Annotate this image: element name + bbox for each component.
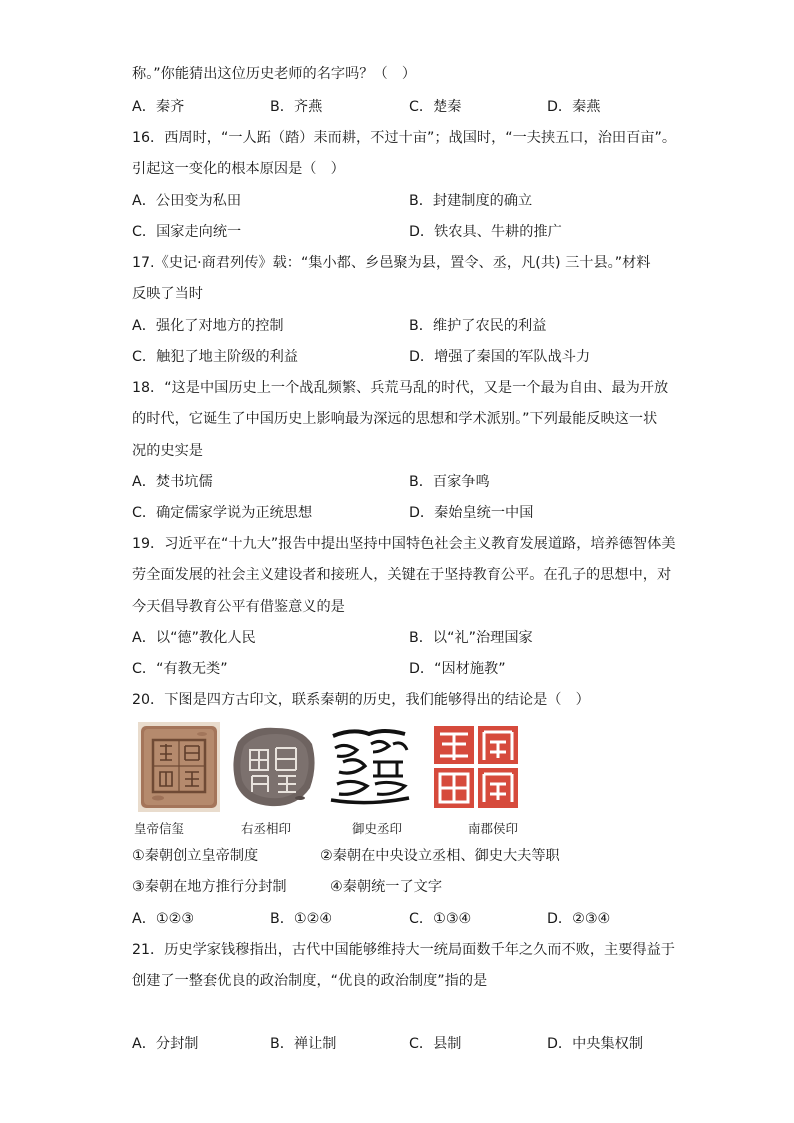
seal-caption-2: 右丞相印: [241, 821, 292, 836]
q17-option-d[interactable]: D．增强了秦国的军队战斗力: [409, 349, 591, 365]
q20-option-c[interactable]: C．①③④: [409, 911, 472, 927]
q18-stem-line1: 18．“这是中国历史上一个战乱频繁、兵荒马乱的时代，又是一个最为自由、最为开放: [132, 380, 669, 396]
seal-caption-4: 南郡侯印: [468, 821, 519, 836]
q18-stem-line2: 的时代，它诞生了中国历史上影响最为深远的思想和学术派别。”下列最能反映这一状: [132, 411, 658, 427]
q19-stem-line1: 19．习近平在“十九大”报告中提出坚持中国特色社会主义教育发展道路，培养德智体美: [132, 536, 676, 552]
q20-option-d[interactable]: D．②③④: [547, 911, 611, 927]
q18-option-b[interactable]: B．百家争鸣: [409, 474, 490, 490]
q20-stem: 20．下图是四方古印文，联系秦朝的历史，我们能够得出的结论是（ ）: [132, 692, 590, 708]
q18-option-a[interactable]: A．焚书坑儒: [132, 474, 213, 490]
q20-statement-1: ①秦朝创立皇帝制度: [132, 848, 259, 864]
q20-option-b[interactable]: B．①②④: [270, 911, 333, 927]
q16-stem-line2: 引起这一变化的根本原因是（ ）: [132, 161, 345, 177]
seal-image-2: [230, 722, 318, 816]
q19-option-a[interactable]: A．以“德”教化人民: [132, 630, 256, 646]
q16-option-c[interactable]: C．国家走向统一: [132, 224, 242, 240]
q15-option-d[interactable]: D．秦燕: [547, 99, 601, 115]
q15-option-b[interactable]: B．齐燕: [270, 99, 323, 115]
q15-option-a[interactable]: A．秦齐: [132, 99, 185, 115]
q19-option-b[interactable]: B．以“礼”治理国家: [409, 630, 533, 646]
q15-option-c[interactable]: C．楚秦: [409, 99, 462, 115]
q19-option-c[interactable]: C．“有教无类”: [132, 661, 228, 677]
q15-stem-tail: 称。”你能猜出这位历史老师的名字吗？（ ）: [132, 66, 417, 82]
q20-statement-2: ②秦朝在中央设立丞相、御史大夫等职: [320, 848, 560, 864]
q21-option-b[interactable]: B．禅让制: [270, 1036, 337, 1052]
q21-option-c[interactable]: C．县制: [409, 1036, 462, 1052]
q16-option-d[interactable]: D．铁农具、牛耕的推广: [409, 224, 562, 240]
q20-statement-4: ④秦朝统一了文字: [330, 879, 443, 895]
seal-image-3: [323, 722, 415, 812]
q19-stem-line2: 劳全面发展的社会主义建设者和接班人，关键在于坚持教育公平。在孔子的思想中，对: [132, 567, 672, 583]
seal-image-4: [432, 722, 520, 814]
q20-option-a[interactable]: A．①②③: [132, 911, 195, 927]
q16-option-b[interactable]: B．封建制度的确立: [409, 193, 533, 209]
q19-stem-line3: 今天倡导教育公平有借鉴意义的是: [132, 599, 345, 615]
q17-stem-line1: 17.《史记·商君列传》载：“集小都、乡邑聚为县，置令、丞，凡(共) 三十县。”材料: [132, 255, 651, 271]
q16-stem-line1: 16．西周时，“一人跖（踏）耒而耕，不过十亩”；战国时，“一夫挟五口，治田百亩”。: [132, 130, 677, 146]
q17-stem-line2: 反映了当时: [132, 286, 203, 302]
q19-option-d[interactable]: D．“因材施教”: [409, 661, 506, 677]
q21-option-a[interactable]: A．分封制: [132, 1036, 199, 1052]
q21-stem-line1: 21．历史学家钱穆指出，古代中国能够维持大一统局面数千年之久而不败，主要得益于: [132, 942, 675, 958]
seal-image-1: [138, 722, 220, 816]
q17-option-b[interactable]: B．维护了农民的利益: [409, 318, 547, 334]
q18-option-c[interactable]: C．确定儒家学说为正统思想: [132, 505, 313, 521]
q17-option-c[interactable]: C．触犯了地主阶级的利益: [132, 349, 298, 365]
q21-stem-line2: 创建了一整套优良的政治制度，“优良的政治制度”指的是: [132, 973, 488, 989]
q16-option-a[interactable]: A．公田变为私田: [132, 193, 242, 209]
q18-option-d[interactable]: D．秦始皇统一中国: [409, 505, 534, 521]
q20-statement-3: ③秦朝在地方推行分封制: [132, 879, 287, 895]
seal-caption-3: 御史丞印: [352, 821, 403, 836]
q17-option-a[interactable]: A．强化了对地方的控制: [132, 318, 284, 334]
seal-caption-1: 皇帝信玺: [134, 821, 185, 836]
q18-stem-line3: 况的史实是: [132, 443, 203, 459]
q21-option-d[interactable]: D．中央集权制: [547, 1036, 644, 1052]
